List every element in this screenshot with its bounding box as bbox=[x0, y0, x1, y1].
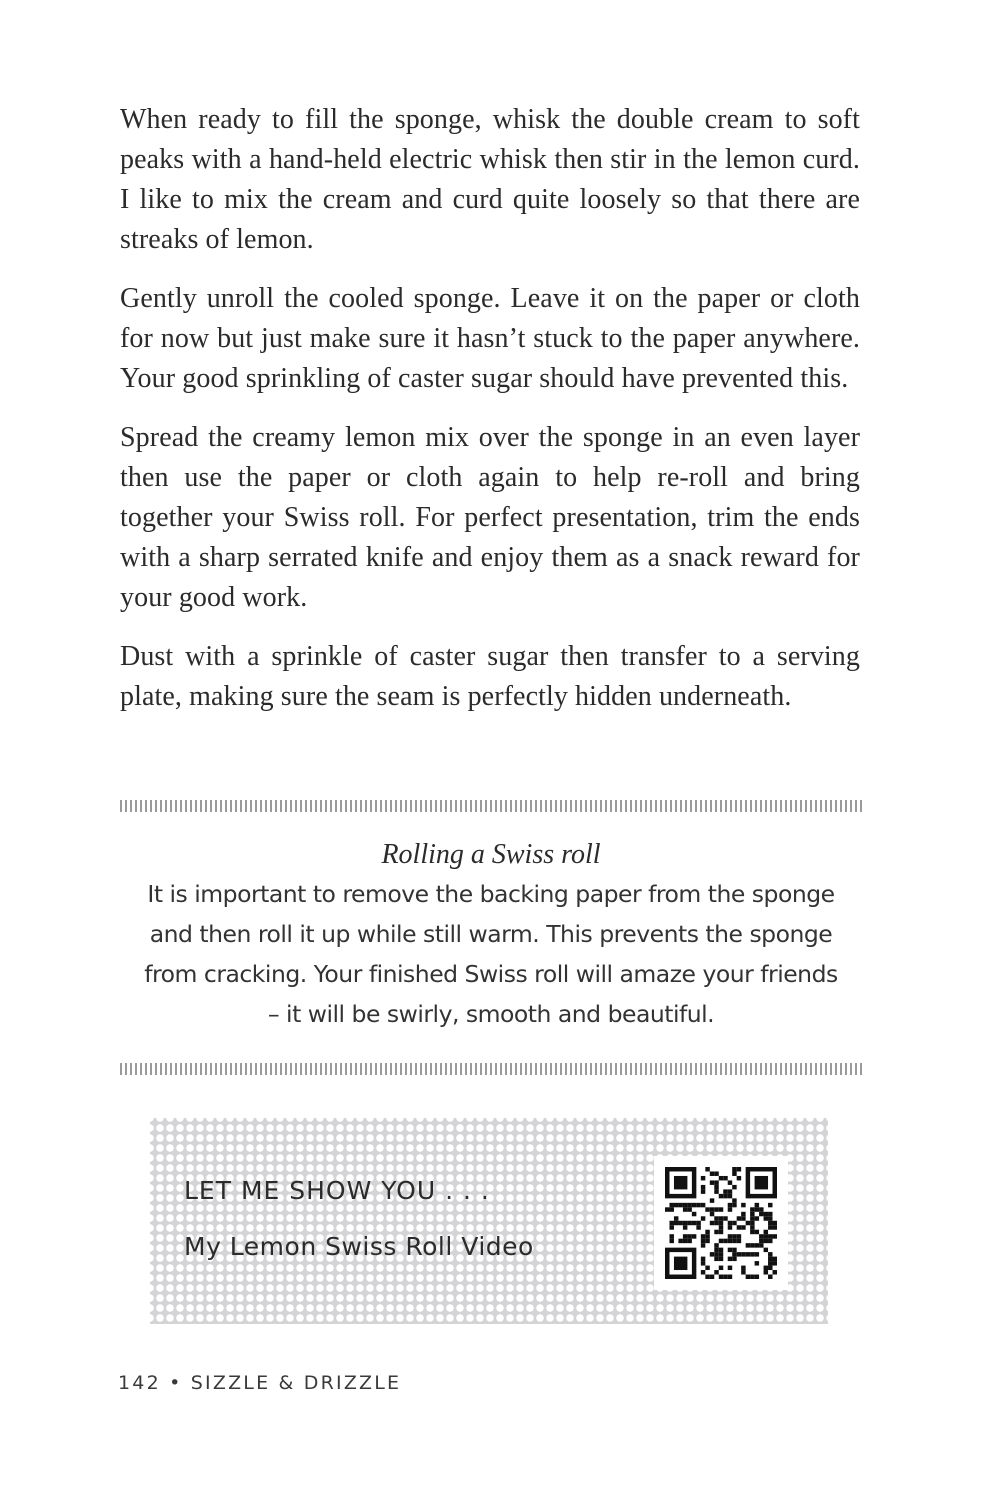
page-number: 142 bbox=[118, 1372, 161, 1394]
method-paragraph-4: Dust with a sprinkle of caster sugar then transfer to a serving plate, making sure the seam is perfectly hidden underneath. bbox=[120, 641, 860, 712]
footer-separator: • bbox=[169, 1372, 183, 1394]
method-paragraph-1: When ready to fill the sponge, whisk the double cream to soft peaks with a hand-held electric whisk then stir in the lemon curd. I like to mix the cream and curd quite loosely so that there are streaks of lemon. bbox=[120, 104, 860, 255]
page-footer bbox=[118, 1372, 401, 1394]
qr-code-graphic bbox=[665, 1167, 777, 1279]
method-paragraph-3: Spread the creamy lemon mix over the sponge in an even layer then use the paper or cloth again to help re-roll and bring together your Swiss roll. For perfect presentation, trim the ends with a sharp serrated knife and enjoy them as a snack reward for your good work. bbox=[120, 422, 860, 613]
qr-code-icon[interactable] bbox=[654, 1156, 788, 1290]
tip-divider-top bbox=[120, 800, 862, 812]
recipe-method bbox=[120, 100, 860, 736]
method-paragraph-2: Gently unroll the cooled sponge. Leave it on the paper or cloth for now but just make sure it hasn’t stuck to the paper anywhere. Your good sprinkling of caster sugar should have prevented this. bbox=[120, 283, 860, 394]
video-box-subtitle[interactable]: My Lemon Swiss Roll Video bbox=[184, 1232, 534, 1261]
tip-divider-bottom bbox=[120, 1063, 862, 1075]
video-box-heading: LET ME SHOW YOU . . . bbox=[184, 1176, 490, 1205]
tip-body: It is important to remove the backing paper from the sponge and then roll it up while still warm. This prevents the sponge from cracking. Your finished Swiss roll will amaze your friends – it will be swirly, smooth and beautiful. bbox=[144, 880, 838, 1028]
tip-box bbox=[120, 836, 862, 1034]
tip-title: Rolling a Swiss roll bbox=[381, 839, 601, 870]
book-title: SIZZLE & DRIZZLE bbox=[190, 1372, 402, 1394]
